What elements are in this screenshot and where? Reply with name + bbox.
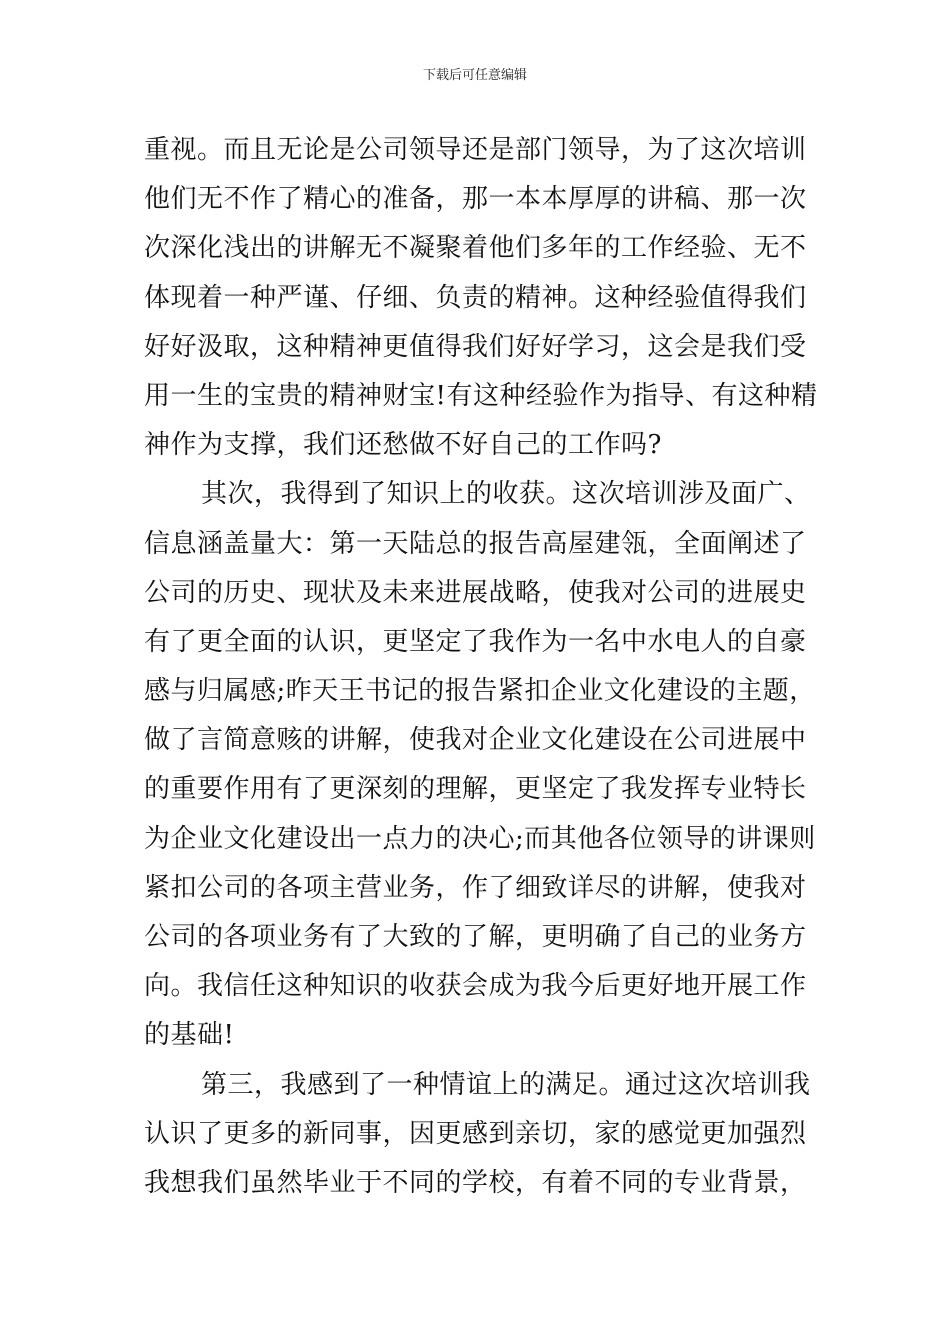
paragraph-start-line: 第三，我感到了一种情谊上的满足。通过这次培训我 xyxy=(201,1069,811,1100)
text-line: 有了更全面的认识，更坚定了我作为一名中水电人的自豪 xyxy=(144,626,807,657)
text-line: 公司的各项业务有了大致的了解，更明确了自己的业务方 xyxy=(144,922,807,952)
text-line: 用一生的宝贵的精神财宝!有这种经验作为指导、有这种精 xyxy=(144,380,818,411)
text-line: 信息涵盖量大：第一天陆总的报告高屋建瓴，全面阐述了 xyxy=(144,528,807,559)
text-line: 他们无不作了精心的准备，那一本本厚厚的讲稿、那一次 xyxy=(144,184,807,215)
text-line: 认识了更多的新同事，因更感到亲切，家的感觉更加强烈 xyxy=(144,1118,807,1149)
text-line: 好好汲取，这种精神更值得我们好好学习，这会是我们受 xyxy=(144,331,807,362)
text-line: 我想我们虽然毕业于不同的学校，有着不同的专业背景， xyxy=(144,1167,807,1198)
text-line: 体现着一种严谨、仔细、负责的精神。这种经验值得我们 xyxy=(144,282,807,313)
text-line: 感与归属感;昨天王书记的报告紧扣企业文化建设的主题， xyxy=(144,676,816,707)
body-text xyxy=(144,126,818,1208)
text-line: 重视。而且无论是公司领导还是部门领导，为了这次培训 xyxy=(144,135,807,165)
text-line: 次深化浅出的讲解无不凝聚着他们多年的工作经验、无不 xyxy=(144,233,807,264)
text-line: 公司的历史、现状及未来进展战略，使我对公司的进展史 xyxy=(144,577,807,608)
text-line: 神作为支撑，我们还愁做不好自己的工作吗? xyxy=(144,430,662,461)
text-line: 的重要作用有了更深刻的理解，更坚定了我发挥专业特长 xyxy=(144,774,807,805)
page-header: 下载后可任意编辑 xyxy=(422,68,527,83)
text-line: 为企业文化建设出一点力的决心;而其他各位领导的讲课则 xyxy=(144,823,816,854)
text-line: 做了言简意赅的讲解，使我对企业文化建设在公司进展中 xyxy=(144,725,807,756)
text-line: 紧扣公司的各项主营业务，作了细致详尽的讲解，使我对 xyxy=(144,872,807,903)
text-line: 的基础! xyxy=(144,1020,235,1051)
paragraph-start-line: 其次，我得到了知识上的收获。这次培训涉及面广、 xyxy=(201,479,811,510)
text-line: 向。我信任这种知识的收获会成为我今后更好地开展工作 xyxy=(144,971,807,1002)
